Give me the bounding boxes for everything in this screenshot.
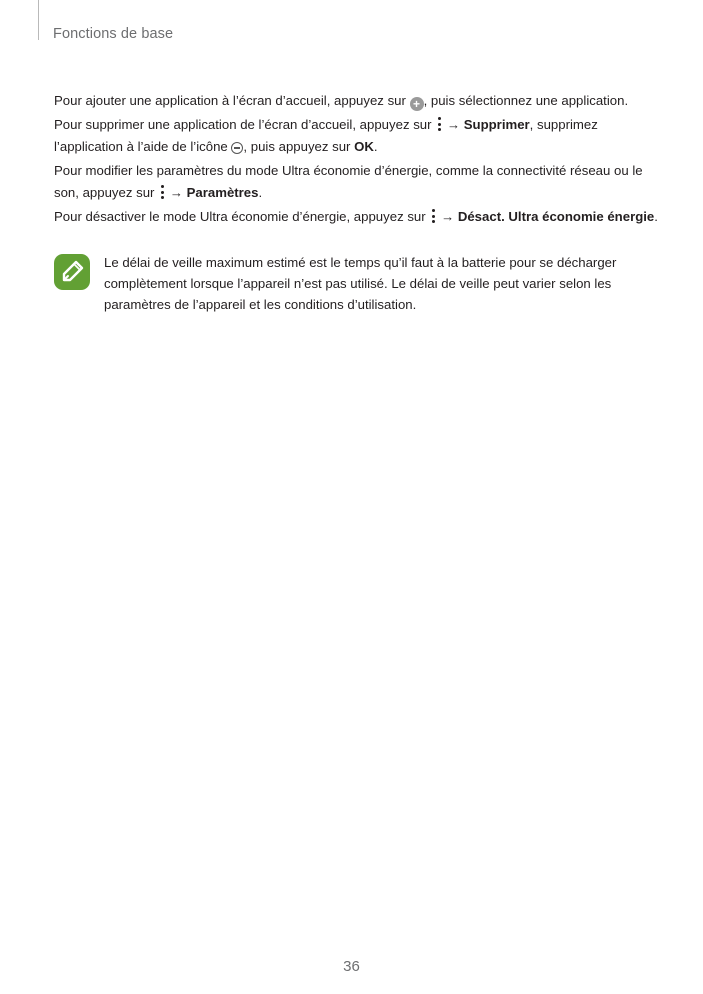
p2-bold-supprimer: Supprimer — [463, 117, 530, 132]
note-pencil-icon — [54, 254, 90, 290]
p2-arrow: → — [443, 117, 464, 132]
paragraph-add-app — [54, 90, 658, 112]
more-options-icon — [437, 116, 441, 132]
p4-bold-desact: Désact. Ultra économie énergie — [457, 209, 655, 224]
p3-text-end: . — [258, 185, 263, 200]
page-number: 36 — [343, 958, 360, 975]
remove-circle-icon — [231, 142, 243, 154]
section-title: Fonctions de base — [53, 26, 174, 42]
paragraph-remove-app — [54, 114, 658, 158]
note-box — [54, 252, 659, 316]
p3-text: Pour modifier les paramètres du mode Ultra économie d’énergie, comme la connectivité réseau ou le son, appuyez sur — [54, 163, 643, 200]
paragraph-settings — [54, 160, 658, 204]
p4-text: Pour désactiver le mode Ultra économie d’énergie, appuyez sur — [54, 209, 430, 224]
p2-text-end: . — [373, 139, 378, 154]
p4-arrow: → — [437, 209, 458, 224]
p3-arrow: → — [166, 185, 187, 200]
body-content — [54, 90, 658, 230]
p1-text-after: , puis sélectionnez une application. — [423, 93, 629, 108]
p4-text-end: . — [654, 209, 658, 224]
more-options-icon — [431, 208, 435, 224]
p1-text: Pour ajouter une application à l’écran d’accueil, appuyez sur — [54, 93, 410, 108]
p3-bold-parametres: Paramètres — [186, 185, 259, 200]
p2-text-middle2: , puis appuyez sur — [243, 139, 355, 154]
p2-text: Pour supprimer une application de l’écran d’accueil, appuyez sur — [54, 117, 436, 132]
p2-text-middle: , supprimez l’application à l’aide de l’icône — [54, 117, 598, 154]
p2-bold-ok: OK — [354, 139, 374, 154]
header-rule — [38, 0, 39, 40]
note-text: Le délai de veille maximum estimé est le temps qu’il faut à la batterie pour se décharger complètement lorsque l’appareil n’est pas utilisé. Le délai de veille peut varier selon les paramètres de l’appareil et les conditions d’utilisation. — [104, 255, 617, 312]
more-options-icon — [160, 184, 164, 200]
add-circle-icon: + — [410, 97, 424, 111]
paragraph-disable — [54, 206, 658, 228]
